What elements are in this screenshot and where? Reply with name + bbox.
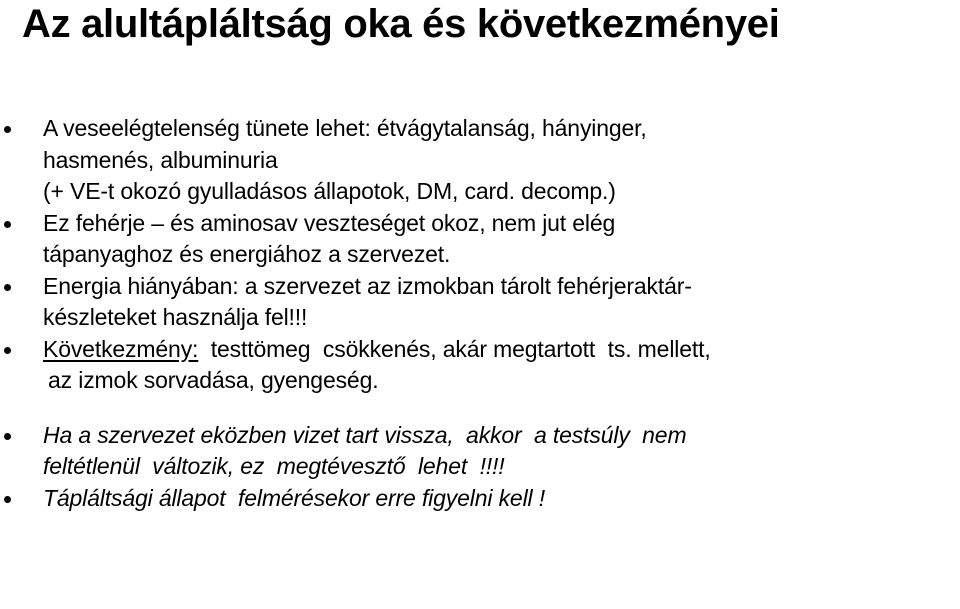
consequence-text: testtömeg csökkenés, akár megtartott ts. mellett, bbox=[198, 335, 711, 362]
bullet-item-3 bbox=[0, 271, 960, 334]
bullet-item-1 bbox=[0, 113, 960, 208]
bullet-3-line-2: készleteket használja fel!!! bbox=[43, 304, 308, 330]
bullet-dot-icon bbox=[4, 433, 11, 440]
bullet-gap bbox=[0, 397, 960, 420]
bullet-dot-icon bbox=[4, 126, 11, 133]
bullet-4-line-2: az izmok sorvadása, gyengeség. bbox=[48, 367, 379, 393]
bullet-list bbox=[0, 113, 960, 514]
bullet-item-2 bbox=[0, 208, 960, 271]
bullet-2-line-1: Ez fehérje – és aminosav veszteséget okoz, nem jut elég bbox=[43, 209, 616, 236]
bullet-dot-icon bbox=[4, 221, 11, 228]
bullet-dot-icon bbox=[4, 347, 11, 354]
bullet-1-line-2: hasmenés, albuminuria bbox=[43, 146, 278, 173]
bullet-item-5 bbox=[0, 420, 960, 483]
bullet-5-line-1: Ha a szervezet eközben vizet tart vissza, akkor a testsúly nem bbox=[43, 421, 687, 448]
bullet-item-6 bbox=[0, 483, 960, 515]
bullet-1-line-1: A veseelégtelenség tünete lehet: étvágytalanság, hányinger, bbox=[43, 115, 647, 141]
bullet-item-4 bbox=[0, 334, 960, 397]
bullet-6-line-1: Tápláltsági állapot felmérésekor erre figyelni kell ! bbox=[43, 484, 545, 511]
bullet-5-line-2: feltétlenül változik, ez megtévesztő lehet !!!! bbox=[43, 453, 505, 479]
bullet-3-line-1: Energia hiányában: a szervezet az izmokban tárolt fehérjeraktár- bbox=[43, 272, 692, 299]
bullet-1-line-3: (+ VE-t okozó gyulladásos állapotok, DM, card. decomp.) bbox=[43, 178, 616, 204]
bullet-4-line-1 bbox=[43, 334, 954, 366]
consequence-label: Következmény: bbox=[43, 335, 199, 362]
bullet-dot-icon bbox=[4, 284, 11, 291]
slide-title: Az alultápláltság oka és következményei bbox=[22, 2, 780, 46]
bullet-dot-icon bbox=[4, 496, 11, 503]
bullet-2-line-2: tápanyaghoz és energiához a szervezet. bbox=[43, 241, 451, 267]
